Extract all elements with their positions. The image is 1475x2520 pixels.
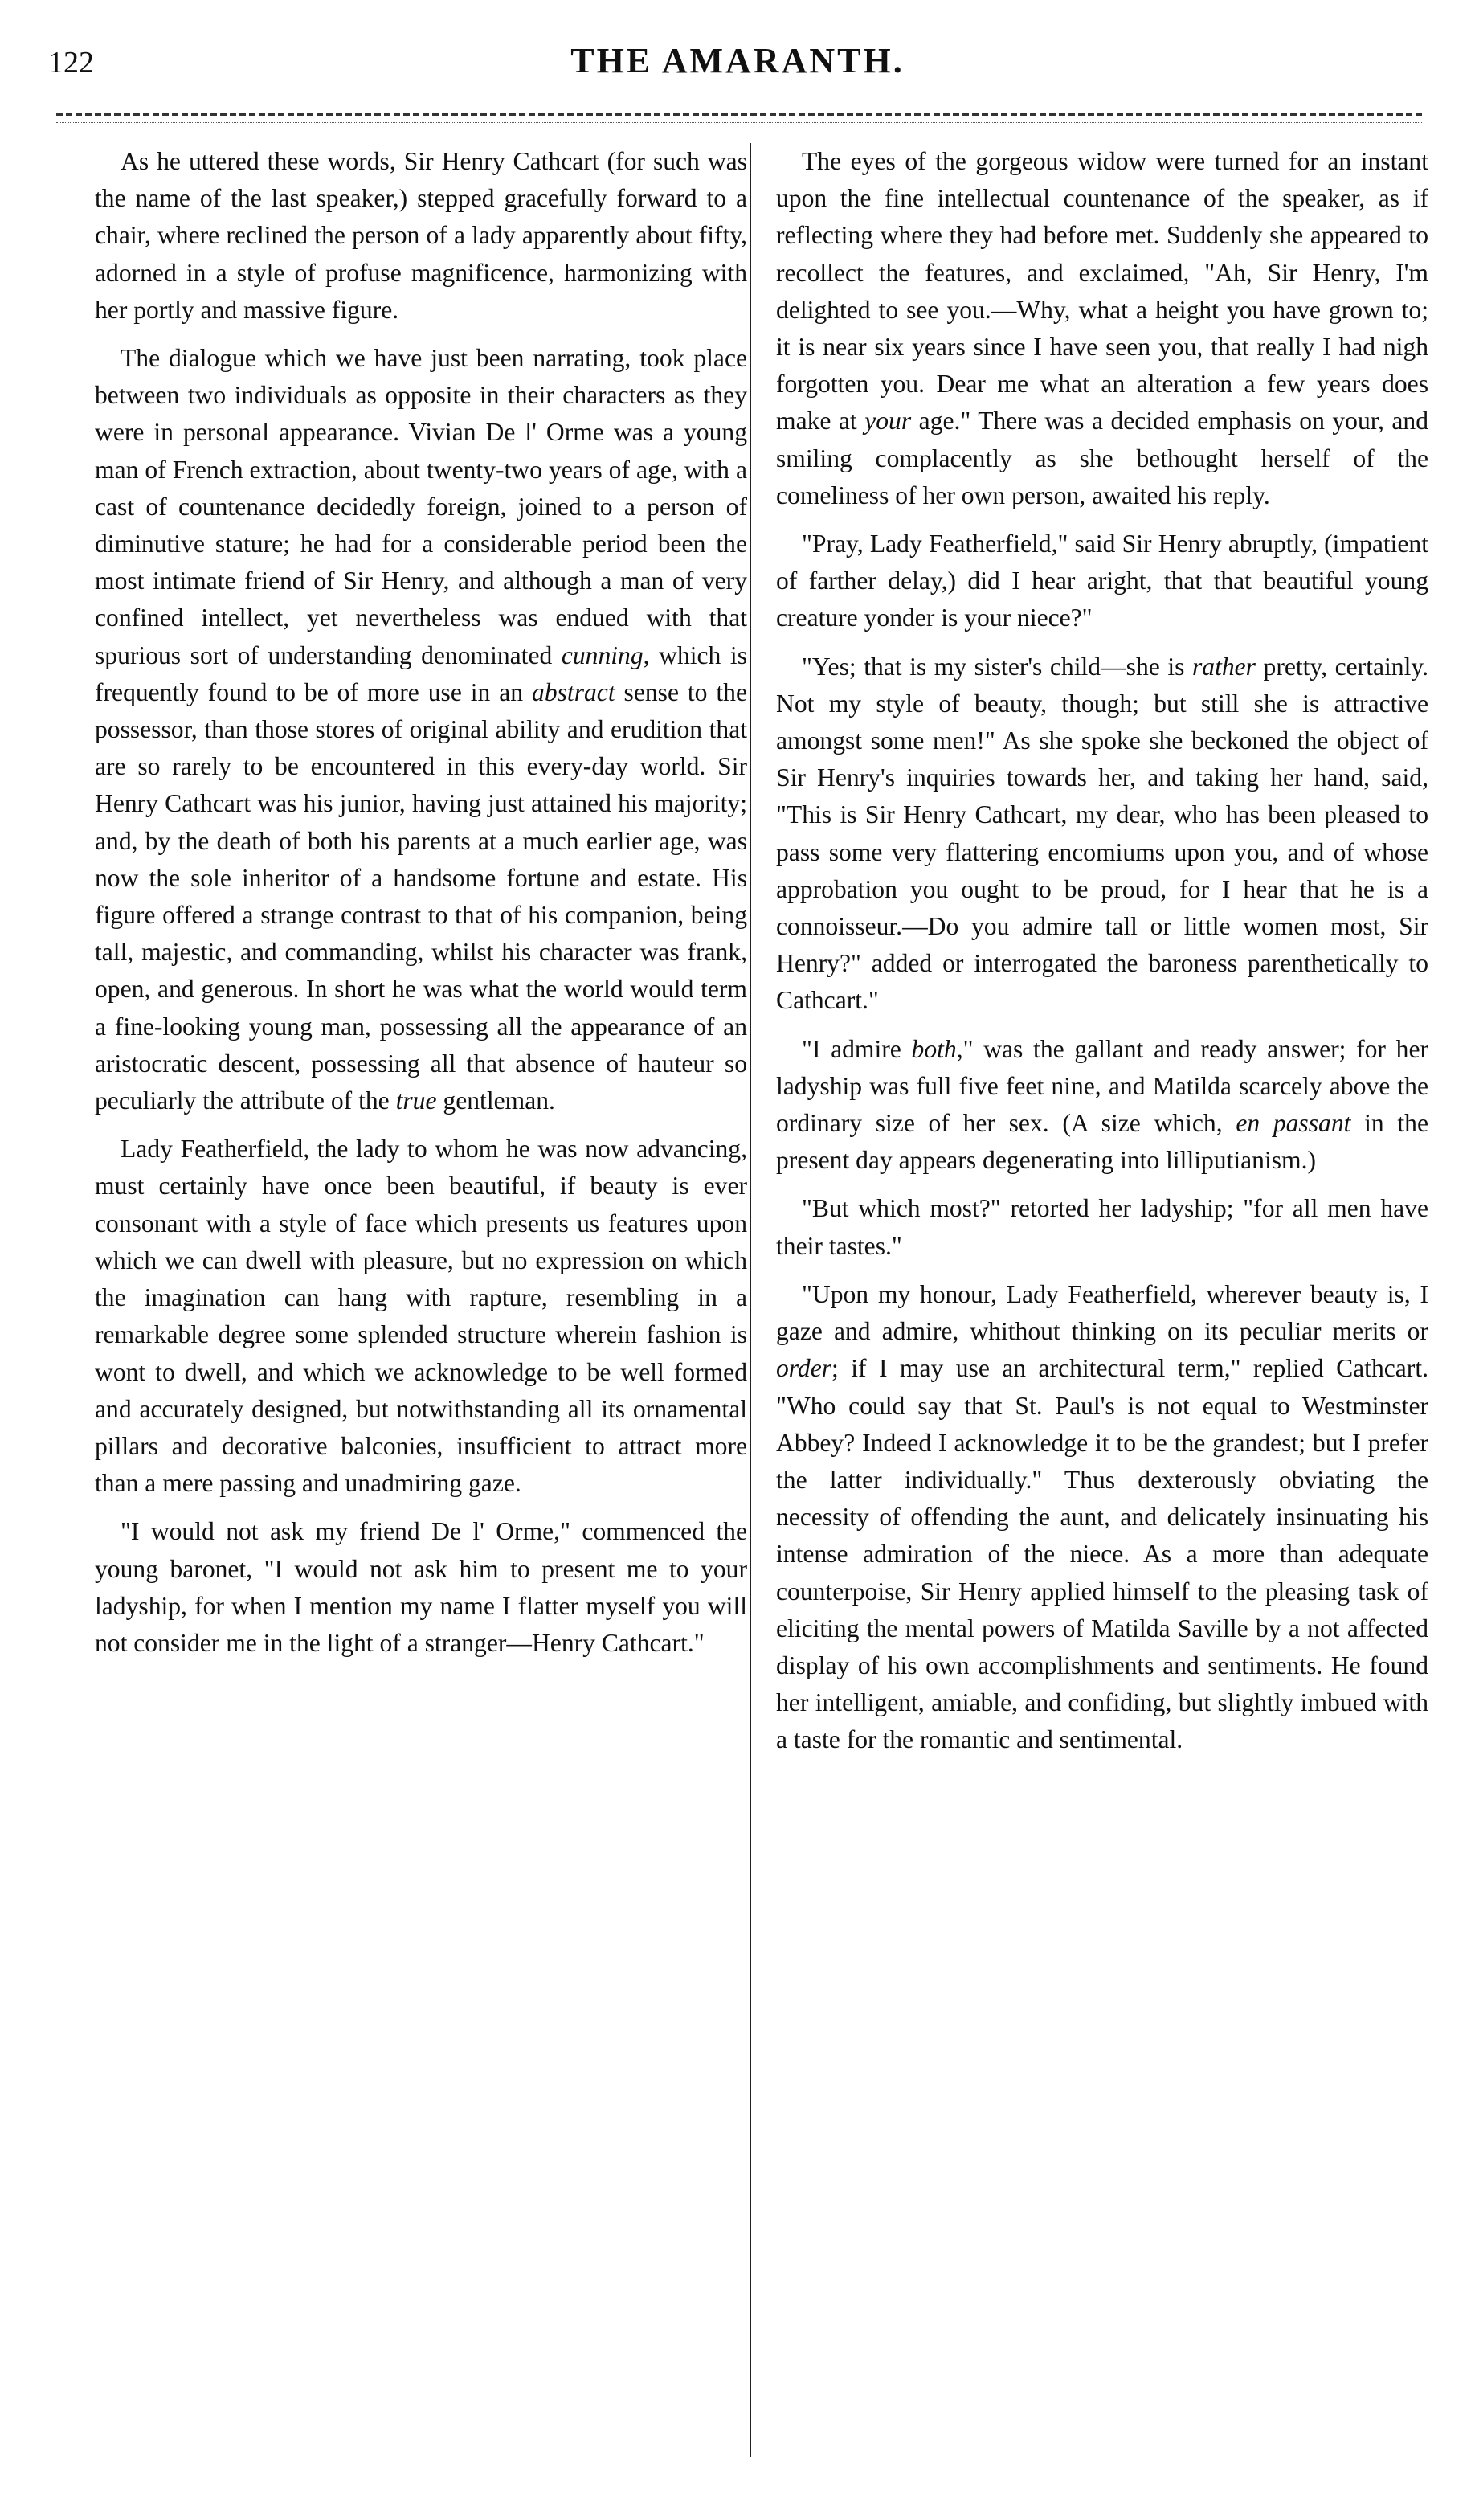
text-run: gentleman. [443, 1086, 555, 1115]
emphasis: true [395, 1086, 437, 1115]
paragraph [776, 648, 1428, 1020]
paragraph: "I would not ask my friend De l' Orme," commenced the young baronet, "I would not ask him to present me to your ladyship, for when I mention my name I flatter myself you will not consider me in the light of a stranger—Henry Cathcart." [95, 1517, 747, 1657]
emphasis: your [864, 407, 912, 436]
text-run: sense to the possessor, than those stores of original ability and erudition that are so rarely to be encountered in this every-day world. Sir Henry Cathcart was his junior, having just attained his majority; and, by the death of both his parents at a much earlier age, was now the sole inheritor of a handsome fortune and estate. His figure offered a strange contrast to that of his companion, being tall, majestic, and commanding, whilst his character was frank, open, and generous. In short he was what the world would term a fine-looking young man, possessing all the appearance of an aristocratic descent, possessing all that absence of hauteur so peculiarly the attribute of the [95, 677, 747, 1115]
running-head: THE AMARANTH. [570, 41, 905, 80]
text-run: "Yes; that is my sister's child—she is [802, 652, 1185, 681]
emphasis: abstract [532, 677, 615, 706]
paragraph [776, 143, 1428, 514]
text-run: ," was the gallant and ready answer; for her ladyship was full five feet nine, and Matilda scarcely above the ordinary size of her sex. (A size which, [776, 1034, 1428, 1138]
text-run: "I admire [802, 1034, 901, 1063]
paragraph [776, 1276, 1428, 1759]
left-column [95, 143, 747, 2489]
paragraph: As he uttered these words, Sir Henry Cathcart (for such was the name of the last speaker,) stepped gracefully forward to a chair, where reclined the person of a lady apparently about fifty, adorned in a style of profuse magnificence, harmonizing with her portly and massive figure. [95, 147, 747, 324]
paragraph: Lady Featherfield, the lady to whom he was now advancing, must certainly have once been beautiful, if beauty is ever consonant with a style of face which presents us features upon which we can dwell with pleasure, but no expression on which the imagination can hang with rapture, resembling in a remarkable degree some splended structure wherein fashion is wont to dwell, and which we acknowledge to be well formed and accurately designed, but notwithstanding all its ornamental pillars and decorative balconies, insufficient to attract more than a mere passing and unadmiring gaze. [95, 1135, 747, 1498]
emphasis: rather [1191, 652, 1256, 681]
text-run: The dialogue which we have just been narrating, took place between two individuals as opposite in their characters as they were in personal appearance. Vivian De l' Orme was a young man of French extraction, about twenty-two years of age, with a cast of countenance decidedly foreign, joined to a person of diminutive stature; he had for a considerable period been the most intimate friend of Sir Henry, and although a man of very confined intellect, yet nevertheless was endued with that spurious sort of understanding denominated [95, 344, 747, 669]
text-run: "Upon my honour, Lady Featherfield, wherever beauty is, I gaze and admire, whithout thinking on its peculiar merits or [776, 1279, 1428, 1346]
page-header [48, 40, 1427, 96]
text-run: The eyes of the gorgeous widow were turned for an instant upon the fine intellectual countenance of the speaker, as if reflecting where they had before met. Suddenly she appeared to recollect the features, and exclaimed, "Ah, Sir Henry, I'm delighted to see you.—Why, what a height you have grown to; it is near six years since I have seen you, that really I had nigh forgotten you. Dear me what an alteration a few years does make at [776, 147, 1428, 436]
page-number: 122 [48, 46, 94, 80]
column-divider [750, 143, 751, 2457]
right-column [776, 143, 1428, 2489]
paragraph: "But which most?" retorted her ladyship; "for all men have their tastes." [776, 1194, 1428, 1260]
emphasis: en passant [1236, 1109, 1351, 1138]
text-run: in the present day appears degenerating into lilliputianism.) [776, 1109, 1428, 1175]
paragraph [95, 340, 747, 1119]
text-run: pretty, certainly. Not my style of beauty, though; but still she is attractive amongst some men!" As she spoke she beckoned the object of Sir Henry's inquiries towards her, and taking her hand, said, "This is Sir Henry Cathcart, my dear, who has been pleased to pass some very flattering encomiums upon you, and of whose approbation you ought to be proud, for I hear that he is a connoisseur.—Do you admire tall or little women most, Sir Henry?" added or interrogated the baroness parenthetically to Cathcart." [776, 652, 1428, 1015]
paragraph: "Pray, Lady Featherfield," said Sir Henry abruptly, (impatient of farther delay,) did I hear aright, that that beautiful young creature yonder is your niece?" [776, 530, 1428, 632]
text-run: age." There was a decided emphasis on your, and smiling complacently as she bethought herself of the comeliness of her own person, awaited his reply. [776, 407, 1428, 509]
text-run: ; if I may use an architectural term," replied Cathcart. "Who could say that St. Paul's is not equal to Westminster Abbey? Indeed I acknowledge it to be the grandest; but I prefer the latter individually." Thus dexterously obviating the necessity of offending the aunt, and delicately insinuating his intense admiration of the niece. As a more than adequate counterpoise, Sir Henry applied himself to the pleasing task of eliciting the mental powers of Matilda Saville by a not affected display of his own accomplishments and sentiments. He found her intelligent, amiable, and confiding, but slightly imbued with a taste for the romantic and sentimental. [776, 1354, 1428, 1754]
emphasis: order [776, 1354, 832, 1383]
emphasis: both [911, 1034, 957, 1063]
header-rule [56, 112, 1422, 116]
header-rule-secondary [56, 122, 1422, 123]
paragraph [776, 1031, 1428, 1180]
emphasis: cunning [561, 640, 644, 669]
text-run: , which is frequently found to be of more use in an [95, 640, 747, 706]
